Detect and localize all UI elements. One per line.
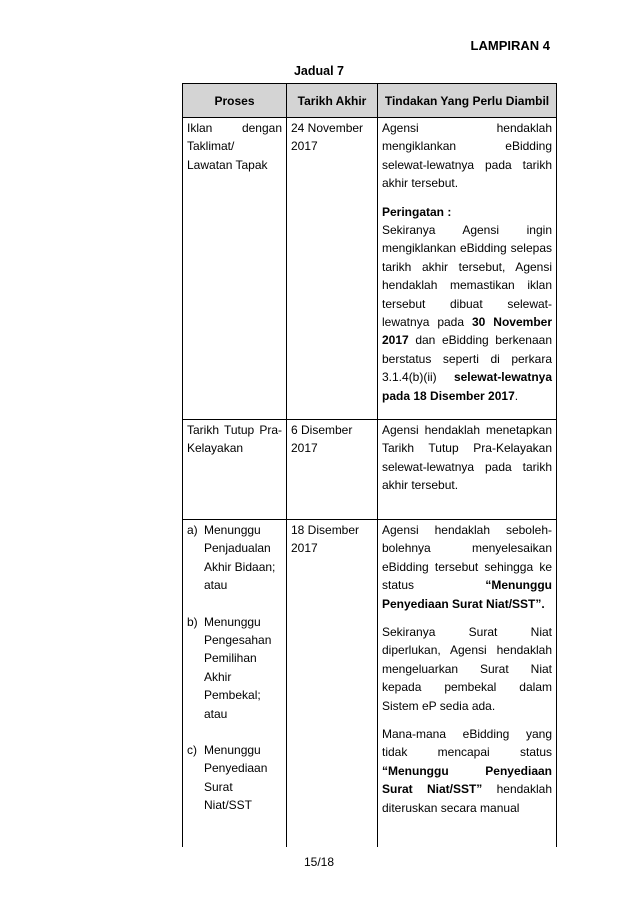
cell-proses: Tarikh Tutup Pra-Kelayakan [183,420,287,520]
cell-tindakan [378,520,557,847]
cell-tarikh: 24 November 2017 [287,118,378,420]
schedule-table [182,83,557,847]
surat-niat-text: Sekiranya Surat Niat diperlukan, Agensi hendaklah mengeluarkan Surat Niat kepada pembekal dalam Sistem eP sedia ada. [382,625,552,713]
status-name-2: “Menunggu Penyediaan Surat Niat/SST” [382,763,552,797]
peringatan-text: Sekiranya Agensi ingin mengiklankan eBidding selepas tarikh akhir tersebut, Agensi hendaklah memastikan iklan tersebut dibuat selewat-lewatnya pada [382,223,552,330]
cell-tarikh: 6 Disember 2017 [287,420,378,520]
peringatan-label: Peringatan : [382,204,452,219]
list-label: c) [187,743,197,758]
table-row [183,420,557,520]
cell-tindakan [378,118,557,420]
list-text: Menunggu Penjadualan Akhir Bidaan; atau [204,523,276,593]
header-tarikh-akhir: Tarikh Akhir [287,84,378,118]
tindakan-text-a: Agensi hendaklah seboleh-bolehnya menyelesaikan eBidding tersebut sehingga ke status [382,523,552,593]
tindakan-text [382,521,552,613]
peringatan-text-cont: dan eBidding berkenaan berstatus seperti di perkara 3.1.4(b)(ii) [382,333,552,385]
list-text: Menunggu Penyediaan Surat Niat/SST [204,743,268,813]
table-row [183,118,557,420]
list-label: a) [187,523,198,537]
cell-tarikh: 18 Disember 2017 [287,520,378,847]
manual-text [382,725,552,817]
final-deadline: selewat-lewatnya pada 18 Disember 2017 [382,370,552,403]
status-list [187,521,282,815]
list-label: b) [187,614,198,629]
header-proses: Proses [183,84,287,118]
appendix-label: LAMPIRAN 4 [470,38,550,53]
table-row [183,520,557,847]
manual-text-a: Mana-mana eBidding yang tidak mencapai status [382,727,552,760]
cell-tindakan [378,420,557,520]
page-number: 15/18 [303,855,335,869]
table-caption: Jadual 7 [293,64,345,78]
list-item [187,521,282,595]
tindakan-text: Agensi hendaklah menetapkan Tarikh Tutup Pra-Kelayakan selewat-lewatnya pada tarikh akhir tersebut. [382,423,552,493]
status-name: “Menunggu Penyediaan Surat Niat/SST”. [382,578,552,611]
peringatan-end: . [514,388,519,403]
peringatan-block [382,203,552,405]
header-tindakan: Tindakan Yang Perlu Diambil [378,84,557,118]
list-item [187,613,282,723]
cell-proses [183,520,287,847]
table-header-row [183,84,557,118]
tindakan-text: Agensi hendaklah mengiklankan eBidding selewat-lewatnya pada tarikh akhir tersebut. [382,121,552,191]
cell-proses: Iklan dengan Taklimat/ Lawatan Tapak [183,118,287,420]
deadline-date: 30 November 2017 [382,315,552,348]
list-item [187,741,282,815]
list-text: Menunggu Pengesahan Pemilihan Akhir Pembekal; atau [204,614,272,721]
manual-text-c: hendaklah diteruskan secara manual [382,782,552,815]
